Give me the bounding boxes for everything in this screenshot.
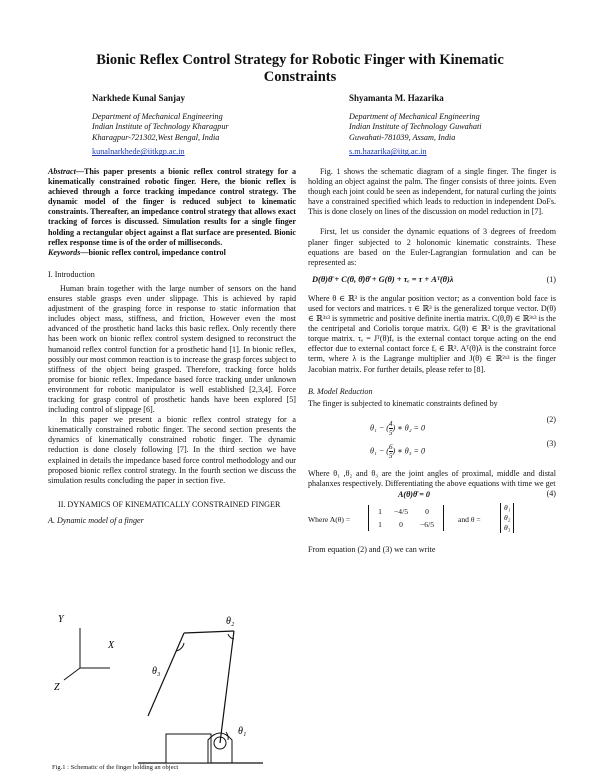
equation-2 [370,420,425,437]
paper-title: Bionic Reflex Control Strategy for Robotic Finger with Kinematic Constraints [96,52,504,85]
equation-3-right: ) ∗ θ₃ = 0 [392,446,426,456]
subsection-b-heading: B. Model Reduction [308,386,373,396]
left-column [48,167,296,526]
middle-link [184,631,234,633]
author-name: Narkhede Kunal Sanjay [92,93,186,103]
abstract-label: Abstract [48,167,76,176]
z-axis-line [64,668,80,680]
section-2-heading: II. DYNAMICS OF KINEMATICALLY CONSTRAINED FINGER [58,499,281,509]
theta-vector-cell: θ₂ [504,512,511,522]
and-theta-label: and θ = [458,514,481,524]
matrix-a-row-1 [372,505,440,518]
matrix-a-cell: 1 [378,506,382,516]
abstract-text: —This paper presents a bionic reflex control strategy for a kinematically constrained robotic finger. Here, the bionic reflex is achieved through a force tracking impedance control strategy. The dynamic model of the finger is reduced subject to kinematic constraints. Thereafter, an impedance control strategy that allows exact tracking of forces is discussed. Simulation results for a single finger holding a rectangular object against a flat surface are presented. Bionic reflex response time is of the order of milliseconds. [48,167,296,247]
joint-angles-paragraph: Where θ₁ ,θ₂ and θ₃ are the joint angles of proximal, middle and distal phalanxes respectively. Differentiating the above equations with time we get [308,468,556,488]
intro-paragraph-2: In this paper we present a bionic reflex control strategy for a kinematically constrained robotic finger. The second section presents the dynamics of kinematically constrained robotic finger. The dynamic reduction is done closely following [7]. In the third section we have explained in details the impedance based force control methodology and our proposed bionic reflex control strategy. In the fourth section we discuss the simulation results concluding the paper in section five. [48,415,296,485]
matrix-a-cell: 0 [399,519,403,529]
author-block-2 [349,93,482,158]
equation-2-fraction-num: 4 [389,419,393,428]
equation-3 [370,443,425,460]
figure-1-caption: Fig.1 : Schematic of the finger holding an object [52,764,179,771]
constraints-intro: The finger is subjected to kinematic constraints defined by [308,398,498,408]
held-object [166,734,211,763]
where-a-label: Where A(θ) = [308,514,351,524]
fig-label-theta1: θ₁ [238,726,247,737]
equation-4-number: (4) [546,488,556,498]
section-1-heading: I. Introduction [48,269,95,279]
author-dept: Department of Mechanical Engineering [349,111,480,121]
equation-1: D(θ)θ̈ + C(θ, θ̇)θ̇ + G(θ) + τₑ = τ + Aᵀ(θ)λ [312,274,454,284]
equation-3-fraction-den: 5 [389,451,393,460]
equation-2-fraction-den: 5 [389,428,393,437]
fig-label-y: Y [58,614,64,625]
fig-label-z: Z [54,682,60,693]
author-email-link[interactable]: kunalnarkhede@iitkgp.ac.in [92,147,185,157]
theta-vector-cell: θ₁ [504,502,511,512]
author-block-1 [92,93,229,158]
fig-label-x: X [108,640,115,651]
equation-3-number: (3) [546,438,556,448]
keywords-label: Keywords [48,247,81,257]
equation-4: A(θ)θ̇ = 0 [398,489,430,499]
equation-1-number: (1) [546,274,556,284]
equation-3-row [308,439,556,469]
equation-2-number: (2) [546,414,556,424]
matrix-a-cell: 0 [425,506,429,516]
fig-description-paragraph: Fig. 1 shows the schematic diagram of a single finger. The finger is holding an object against the palm. The finger consists of three joints. Even though each joint could be seen as independent, for natural curling the joints have a constrained specified which leads to reduction in independent DoFs. This is done closely on lines of the discussion on model reduction in [7]. [308,167,556,217]
keywords-text: —bionic reflex control, impedance control [80,247,226,257]
intro-paragraph-1: Human brain together with the large number of sensors on the hand ensures stable grasps even under slippage. This is achieved by rapid adjustment of the grasping force in response to static information that includes object mass, stiffness, and friction, However even the most advanced of the prosthetic hand lacks this basic reflex. Only recently there has been work on bionic reflex control system designed to reconstruct the humanoid reflex control function for a prosthetic hand [1]. In bionic reflex, possibly our most common reaction is to increase the grasp forces subject to stiffness of the object being grasped. Therefore, tracking force holds promise for bionic reflex. Impedance based force tracking under unknown environment for robotic manipulator is well established [2,3,4]. Force tracking for grasp control of prosthetic hands have been explored [5] including control of slippage [6]. [48,283,296,415]
matrix-a-cell: 1 [378,519,382,529]
matrix-a-row-2 [372,518,440,531]
dynamics-intro-paragraph: First, let us consider the dynamic equations of 3 degrees of freedom planer finger subjected to 2 holonomic kinematic constraints. These equations are based on the Euler-Lagrangian formulation and can be represented as: [308,227,556,267]
theta-vector-cell: θ₃ [504,522,511,532]
equation-2-right: ) ∗ θ₂ = 0 [392,423,426,433]
matrix-a-cell: −6/5 [420,519,434,529]
equation-3-fraction-num: 6 [389,442,393,451]
theta-vector [500,503,514,533]
author-email-link[interactable]: s.m.hazarika@iitg.ac.in [349,147,427,157]
fig-label-theta2: θ₂ [226,616,235,627]
subsection-a-heading: A. Dynamic model of a finger [48,515,144,525]
fig-label-theta3: θ₃ [152,666,161,677]
equation-1-row [308,272,556,290]
author-dept: Department of Mechanical Engineering [92,111,223,121]
from-equations-paragraph: From equation (2) and (3) we can write [308,544,436,554]
finger-schematic-figure [48,608,298,778]
author-addr: Guwahati-781039, Assam, India [349,132,456,142]
matrix-definition-row [308,503,556,541]
equation-2-left: θ₁ − ( [370,423,389,433]
proximal-link [220,631,234,743]
equation-3-left: θ₁ − ( [370,446,389,456]
symbol-definitions-paragraph: Where θ ∈ ℝ³ is the angular position vector; as a convention bold face is used for vectors and matrices. τ ∈ ℝ³ is the generalized torque vector. D(θ) ∈ ℝ³ˣ³ is symmetric and positive definite inertia matrix. C(θ,θ̇) ∈ ℝ³ˣ³ is the the centripetal and Coriolis torque matrix. G(θ) ∈ ℝ³ is the gravitational torque matrix. τₑ = Jᵀ(θ)fₑ is the external contact torque acting on the end effector due to external contact force fₑ ∈ ℝ³. Aᵀ(θ)λ is the constraint force term, where λ is the Lagrange multiplier and J(θ) ∈ ℝ²ˣ³ is the finger Jacobian matrix. For further details, please refer to [8]. [308,293,556,374]
right-column [308,167,556,555]
equation-2-row [308,415,556,439]
author-inst: Indian Institute of Technology Guwahati [349,122,482,132]
author-name: Shyamanta M. Hazarika [349,93,444,103]
matrix-a [368,505,444,531]
keywords [48,248,296,258]
equation-4-row [308,489,556,503]
author-inst: Indian Institute of Technology Kharagpur [92,122,229,132]
abstract [48,167,296,248]
matrix-a-cell: −4/5 [394,506,408,516]
author-addr: Kharagpur-721302,West Bengal, India [92,132,220,142]
